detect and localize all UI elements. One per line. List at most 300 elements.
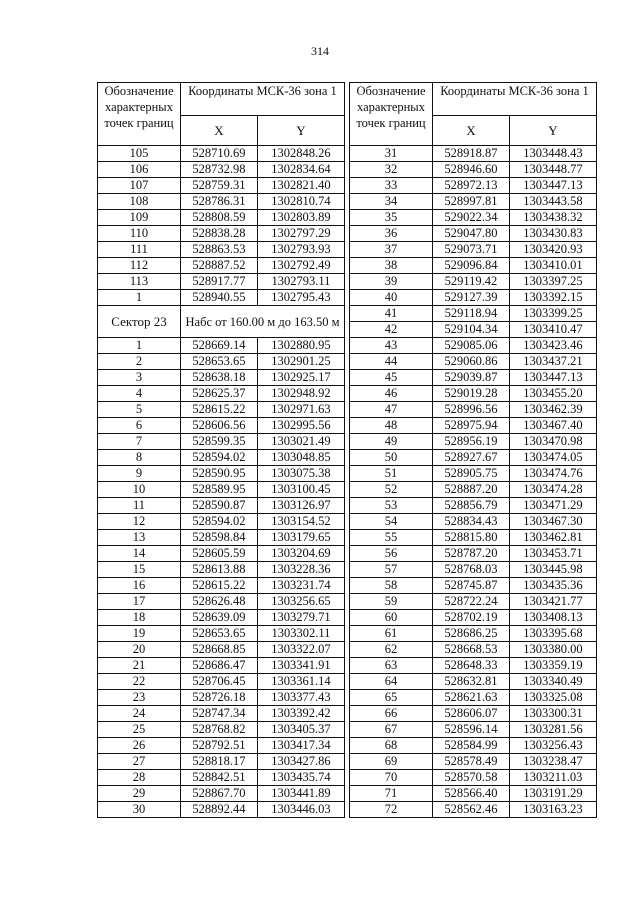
y-cell: 1302995.56: [257, 418, 344, 434]
x-cell: 528648.33: [433, 658, 510, 674]
x-cell: 528834.43: [433, 514, 510, 530]
y-cell: 1303474.05: [509, 450, 596, 466]
point-id-cell: 1: [98, 290, 181, 306]
table-row: [350, 178, 597, 194]
y-cell: 1302793.11: [257, 274, 344, 290]
y-cell: 1303228.36: [257, 562, 344, 578]
y-cell: 1303325.08: [509, 690, 596, 706]
x-cell: 528856.79: [433, 498, 510, 514]
table-row: [98, 242, 345, 258]
x-cell: 528653.65: [181, 354, 258, 370]
point-id-cell: 31: [350, 146, 433, 162]
y-cell: 1303417.34: [257, 738, 344, 754]
y-cell: 1302901.25: [257, 354, 344, 370]
table-row: [98, 770, 345, 786]
point-id-cell: 52: [350, 482, 433, 498]
sector-height-range: Набс от 160.00 м до 163.50 м: [181, 306, 345, 338]
y-cell: 1303447.13: [509, 370, 596, 386]
y-cell: 1302803.89: [257, 210, 344, 226]
y-cell: 1303279.71: [257, 610, 344, 626]
y-cell: 1303256.65: [257, 594, 344, 610]
y-cell: 1303430.83: [509, 226, 596, 242]
x-cell: 528927.67: [433, 450, 510, 466]
point-id-cell: 47: [350, 402, 433, 418]
x-cell: 529096.84: [433, 258, 510, 274]
x-cell: 528686.47: [181, 658, 258, 674]
y-cell: 1303408.13: [509, 610, 596, 626]
table-row: [350, 402, 597, 418]
y-cell: 1303395.68: [509, 626, 596, 642]
x-cell: 528584.99: [433, 738, 510, 754]
header-y: Y: [257, 116, 344, 146]
y-cell: 1303340.49: [509, 674, 596, 690]
table-row: [350, 274, 597, 290]
x-cell: 528613.88: [181, 562, 258, 578]
x-cell: 528710.69: [181, 146, 258, 162]
x-cell: 529047.80: [433, 226, 510, 242]
x-cell: 528787.20: [433, 546, 510, 562]
point-id-cell: 22: [98, 674, 181, 690]
x-cell: 528867.70: [181, 786, 258, 802]
point-id-cell: 17: [98, 594, 181, 610]
y-cell: 1303392.42: [257, 706, 344, 722]
x-cell: 528747.34: [181, 706, 258, 722]
y-cell: 1303467.30: [509, 514, 596, 530]
y-cell: 1303447.13: [509, 178, 596, 194]
y-cell: 1303470.98: [509, 434, 596, 450]
table-row: [98, 178, 345, 194]
x-cell: 528669.14: [181, 338, 258, 354]
x-cell: 528768.03: [433, 562, 510, 578]
table-row: [98, 210, 345, 226]
point-id-cell: 54: [350, 514, 433, 530]
table-row: [98, 386, 345, 402]
table-row: [350, 418, 597, 434]
point-id-cell: 43: [350, 338, 433, 354]
point-id-cell: 107: [98, 178, 181, 194]
y-cell: 1303399.25: [509, 306, 596, 322]
point-id-cell: 113: [98, 274, 181, 290]
point-id-cell: 42: [350, 322, 433, 338]
y-cell: 1303427.86: [257, 754, 344, 770]
y-cell: 1303474.76: [509, 466, 596, 482]
point-id-cell: 11: [98, 498, 181, 514]
table-row: [350, 162, 597, 178]
x-cell: 528759.31: [181, 178, 258, 194]
y-cell: 1302797.29: [257, 226, 344, 242]
table-row: [350, 370, 597, 386]
table-row: [350, 770, 597, 786]
table-row: [350, 290, 597, 306]
point-id-cell: 110: [98, 226, 181, 242]
point-id-cell: 111: [98, 242, 181, 258]
x-cell: 529119.42: [433, 274, 510, 290]
x-cell: 529073.71: [433, 242, 510, 258]
table-row: [98, 274, 345, 290]
point-id-cell: 69: [350, 754, 433, 770]
y-cell: 1303163.23: [509, 802, 596, 818]
x-cell: 528605.59: [181, 546, 258, 562]
table-row: [350, 498, 597, 514]
header-row: [350, 83, 597, 116]
y-cell: 1303300.31: [509, 706, 596, 722]
point-id-cell: 15: [98, 562, 181, 578]
y-cell: 1303397.25: [509, 274, 596, 290]
y-cell: 1303423.46: [509, 338, 596, 354]
table-row: [350, 562, 597, 578]
y-cell: 1303455.20: [509, 386, 596, 402]
x-cell: 529085.06: [433, 338, 510, 354]
table-row: [98, 226, 345, 242]
table-row: [98, 370, 345, 386]
table-row: [98, 546, 345, 562]
table-row: [98, 482, 345, 498]
point-id-cell: 41: [350, 306, 433, 322]
y-cell: 1303474.28: [509, 482, 596, 498]
x-cell: 528863.53: [181, 242, 258, 258]
table-row: [98, 658, 345, 674]
table-row: [350, 530, 597, 546]
point-id-cell: 72: [350, 802, 433, 818]
x-cell: 528626.48: [181, 594, 258, 610]
table-row: [98, 418, 345, 434]
x-cell: 528606.56: [181, 418, 258, 434]
x-cell: 528590.87: [181, 498, 258, 514]
y-cell: 1303435.74: [257, 770, 344, 786]
header-x: X: [181, 116, 258, 146]
point-id-cell: 63: [350, 658, 433, 674]
point-id-cell: 34: [350, 194, 433, 210]
x-cell: 528590.95: [181, 466, 258, 482]
x-cell: 529118.94: [433, 306, 510, 322]
point-id-cell: 70: [350, 770, 433, 786]
point-id-cell: 28: [98, 770, 181, 786]
point-id-cell: 71: [350, 786, 433, 802]
x-cell: 528726.18: [181, 690, 258, 706]
table-row: [98, 498, 345, 514]
table-row: [350, 194, 597, 210]
x-cell: 528956.19: [433, 434, 510, 450]
y-cell: 1303421.77: [509, 594, 596, 610]
point-id-cell: 112: [98, 258, 181, 274]
y-cell: 1303021.49: [257, 434, 344, 450]
y-cell: 1302793.93: [257, 242, 344, 258]
table-row: [350, 514, 597, 530]
x-cell: 528615.22: [181, 402, 258, 418]
table-row: [98, 146, 345, 162]
x-cell: 528815.80: [433, 530, 510, 546]
x-cell: 528997.81: [433, 194, 510, 210]
y-cell: 1302821.40: [257, 178, 344, 194]
point-id-cell: 27: [98, 754, 181, 770]
table-row: [350, 706, 597, 722]
table-row: [98, 674, 345, 690]
y-cell: 1303191.29: [509, 786, 596, 802]
table-row: [350, 722, 597, 738]
point-id-cell: 57: [350, 562, 433, 578]
x-cell: 528632.81: [433, 674, 510, 690]
x-cell: 528599.35: [181, 434, 258, 450]
point-id-cell: 30: [98, 802, 181, 818]
y-cell: 1303075.38: [257, 466, 344, 482]
header-x: X: [433, 116, 510, 146]
y-cell: 1303154.52: [257, 514, 344, 530]
sector-name: Сектор 23: [98, 306, 181, 338]
table-row: [98, 354, 345, 370]
x-cell: 528892.44: [181, 802, 258, 818]
x-cell: 528638.18: [181, 370, 258, 386]
table-row: [350, 258, 597, 274]
point-id-cell: 48: [350, 418, 433, 434]
y-cell: 1303462.81: [509, 530, 596, 546]
coordinates-table-right: [349, 82, 597, 818]
point-id-cell: 1: [98, 338, 181, 354]
table-row: [350, 594, 597, 610]
table-row: [98, 626, 345, 642]
x-cell: 528808.59: [181, 210, 258, 226]
y-cell: 1303256.43: [509, 738, 596, 754]
x-cell: 529104.34: [433, 322, 510, 338]
y-cell: 1303126.97: [257, 498, 344, 514]
x-cell: 528842.51: [181, 770, 258, 786]
table-row: [350, 210, 597, 226]
table-row: [98, 530, 345, 546]
table-row: [98, 786, 345, 802]
header-coordinates: Координаты МСК-36 зона 1: [433, 83, 597, 116]
y-cell: 1302792.49: [257, 258, 344, 274]
x-cell: 528594.02: [181, 514, 258, 530]
table-row: [98, 594, 345, 610]
x-cell: 529019.28: [433, 386, 510, 402]
table-row: [98, 706, 345, 722]
x-cell: 528639.09: [181, 610, 258, 626]
y-cell: 1303438.32: [509, 210, 596, 226]
table-row: [350, 690, 597, 706]
point-id-cell: 14: [98, 546, 181, 562]
table-row: [98, 162, 345, 178]
x-cell: 528838.28: [181, 226, 258, 242]
table-row: [350, 738, 597, 754]
point-id-cell: 39: [350, 274, 433, 290]
table-row: [350, 434, 597, 450]
point-id-cell: 51: [350, 466, 433, 482]
y-cell: 1303231.74: [257, 578, 344, 594]
y-cell: 1303443.58: [509, 194, 596, 210]
table-row: [350, 466, 597, 482]
point-id-cell: 45: [350, 370, 433, 386]
table-row: [350, 786, 597, 802]
y-cell: 1303281.56: [509, 722, 596, 738]
point-id-cell: 4: [98, 386, 181, 402]
point-id-cell: 109: [98, 210, 181, 226]
point-id-cell: 7: [98, 434, 181, 450]
point-id-cell: 32: [350, 162, 433, 178]
header-point-id: Обозначение характерных точек границ: [350, 83, 433, 146]
table-row: [98, 722, 345, 738]
table-row: [98, 754, 345, 770]
y-cell: 1303453.71: [509, 546, 596, 562]
x-cell: 528887.52: [181, 258, 258, 274]
point-id-cell: 40: [350, 290, 433, 306]
y-cell: 1303179.65: [257, 530, 344, 546]
point-id-cell: 8: [98, 450, 181, 466]
y-cell: 1303441.89: [257, 786, 344, 802]
point-id-cell: 29: [98, 786, 181, 802]
table-row: [350, 306, 597, 322]
table-row: [350, 658, 597, 674]
table-row: [350, 578, 597, 594]
x-cell: 528946.60: [433, 162, 510, 178]
y-cell: 1303467.40: [509, 418, 596, 434]
x-cell: 529060.86: [433, 354, 510, 370]
table-row: [98, 738, 345, 754]
table-row: [98, 194, 345, 210]
point-id-cell: 9: [98, 466, 181, 482]
point-id-cell: 58: [350, 578, 433, 594]
table-row: [350, 322, 597, 338]
table-row: [350, 482, 597, 498]
x-cell: 528786.31: [181, 194, 258, 210]
point-id-cell: 37: [350, 242, 433, 258]
point-id-cell: 36: [350, 226, 433, 242]
table-row: [98, 466, 345, 482]
table-row: [98, 434, 345, 450]
x-cell: 528706.45: [181, 674, 258, 690]
point-id-cell: 25: [98, 722, 181, 738]
y-cell: 1302810.74: [257, 194, 344, 210]
point-id-cell: 55: [350, 530, 433, 546]
y-cell: 1303322.07: [257, 642, 344, 658]
point-id-cell: 61: [350, 626, 433, 642]
header-row: [98, 83, 345, 116]
y-cell: 1303380.00: [509, 642, 596, 658]
table-row: [350, 754, 597, 770]
point-id-cell: 10: [98, 482, 181, 498]
x-cell: 528562.46: [433, 802, 510, 818]
y-cell: 1303361.14: [257, 674, 344, 690]
table-row: [98, 338, 345, 354]
y-cell: 1302925.17: [257, 370, 344, 386]
table-row: [350, 642, 597, 658]
table-row: [98, 514, 345, 530]
y-cell: 1302834.64: [257, 162, 344, 178]
table-row: [98, 258, 345, 274]
point-id-cell: 13: [98, 530, 181, 546]
x-cell: 528722.24: [433, 594, 510, 610]
table-row: [350, 802, 597, 818]
table-row: [350, 338, 597, 354]
x-cell: 528594.02: [181, 450, 258, 466]
y-cell: 1303302.11: [257, 626, 344, 642]
table-row: [98, 610, 345, 626]
x-cell: 528596.14: [433, 722, 510, 738]
point-id-cell: 46: [350, 386, 433, 402]
point-id-cell: 67: [350, 722, 433, 738]
y-cell: 1303445.98: [509, 562, 596, 578]
point-id-cell: 16: [98, 578, 181, 594]
table-row: [350, 242, 597, 258]
x-cell: 528918.87: [433, 146, 510, 162]
point-id-cell: 53: [350, 498, 433, 514]
x-cell: 528972.13: [433, 178, 510, 194]
point-id-cell: 62: [350, 642, 433, 658]
table-row: [350, 146, 597, 162]
x-cell: 528566.40: [433, 786, 510, 802]
point-id-cell: 24: [98, 706, 181, 722]
y-cell: 1302795.43: [257, 290, 344, 306]
x-cell: 528606.07: [433, 706, 510, 722]
point-id-cell: 44: [350, 354, 433, 370]
x-cell: 528702.19: [433, 610, 510, 626]
point-id-cell: 38: [350, 258, 433, 274]
point-id-cell: 50: [350, 450, 433, 466]
table-row: [98, 802, 345, 818]
point-id-cell: 68: [350, 738, 433, 754]
y-cell: 1303437.21: [509, 354, 596, 370]
point-id-cell: 105: [98, 146, 181, 162]
x-cell: 528598.84: [181, 530, 258, 546]
x-cell: 528905.75: [433, 466, 510, 482]
x-cell: 528940.55: [181, 290, 258, 306]
x-cell: 528975.94: [433, 418, 510, 434]
y-cell: 1302971.63: [257, 402, 344, 418]
table-row: [350, 386, 597, 402]
y-cell: 1303410.47: [509, 322, 596, 338]
table-row: [350, 546, 597, 562]
x-cell: 529039.87: [433, 370, 510, 386]
table-row: [98, 642, 345, 658]
y-cell: 1303211.03: [509, 770, 596, 786]
point-id-cell: 19: [98, 626, 181, 642]
y-cell: 1303238.47: [509, 754, 596, 770]
coordinates-table-left: [97, 82, 345, 818]
point-id-cell: 6: [98, 418, 181, 434]
table-row: [98, 402, 345, 418]
y-cell: 1302848.26: [257, 146, 344, 162]
table-row: [98, 578, 345, 594]
x-cell: 528818.17: [181, 754, 258, 770]
x-cell: 528686.25: [433, 626, 510, 642]
x-cell: 529127.39: [433, 290, 510, 306]
x-cell: 528578.49: [433, 754, 510, 770]
x-cell: 528668.85: [181, 642, 258, 658]
y-cell: 1303471.29: [509, 498, 596, 514]
header-y: Y: [509, 116, 596, 146]
point-id-cell: 21: [98, 658, 181, 674]
point-id-cell: 2: [98, 354, 181, 370]
x-cell: 528625.37: [181, 386, 258, 402]
page-number: 314: [311, 44, 329, 58]
point-id-cell: 60: [350, 610, 433, 626]
table-row: [98, 562, 345, 578]
point-id-cell: 108: [98, 194, 181, 210]
x-cell: 528621.63: [433, 690, 510, 706]
point-id-cell: 18: [98, 610, 181, 626]
table-row: [350, 626, 597, 642]
y-cell: 1302948.92: [257, 386, 344, 402]
x-cell: 528653.65: [181, 626, 258, 642]
table-row: [350, 450, 597, 466]
table-row: [98, 690, 345, 706]
header-coordinates: Координаты МСК-36 зона 1: [181, 83, 345, 116]
point-id-cell: 23: [98, 690, 181, 706]
y-cell: 1303462.39: [509, 402, 596, 418]
table-row: [350, 354, 597, 370]
y-cell: 1303448.43: [509, 146, 596, 162]
table-row: [98, 450, 345, 466]
x-cell: 528887.20: [433, 482, 510, 498]
point-id-cell: 20: [98, 642, 181, 658]
